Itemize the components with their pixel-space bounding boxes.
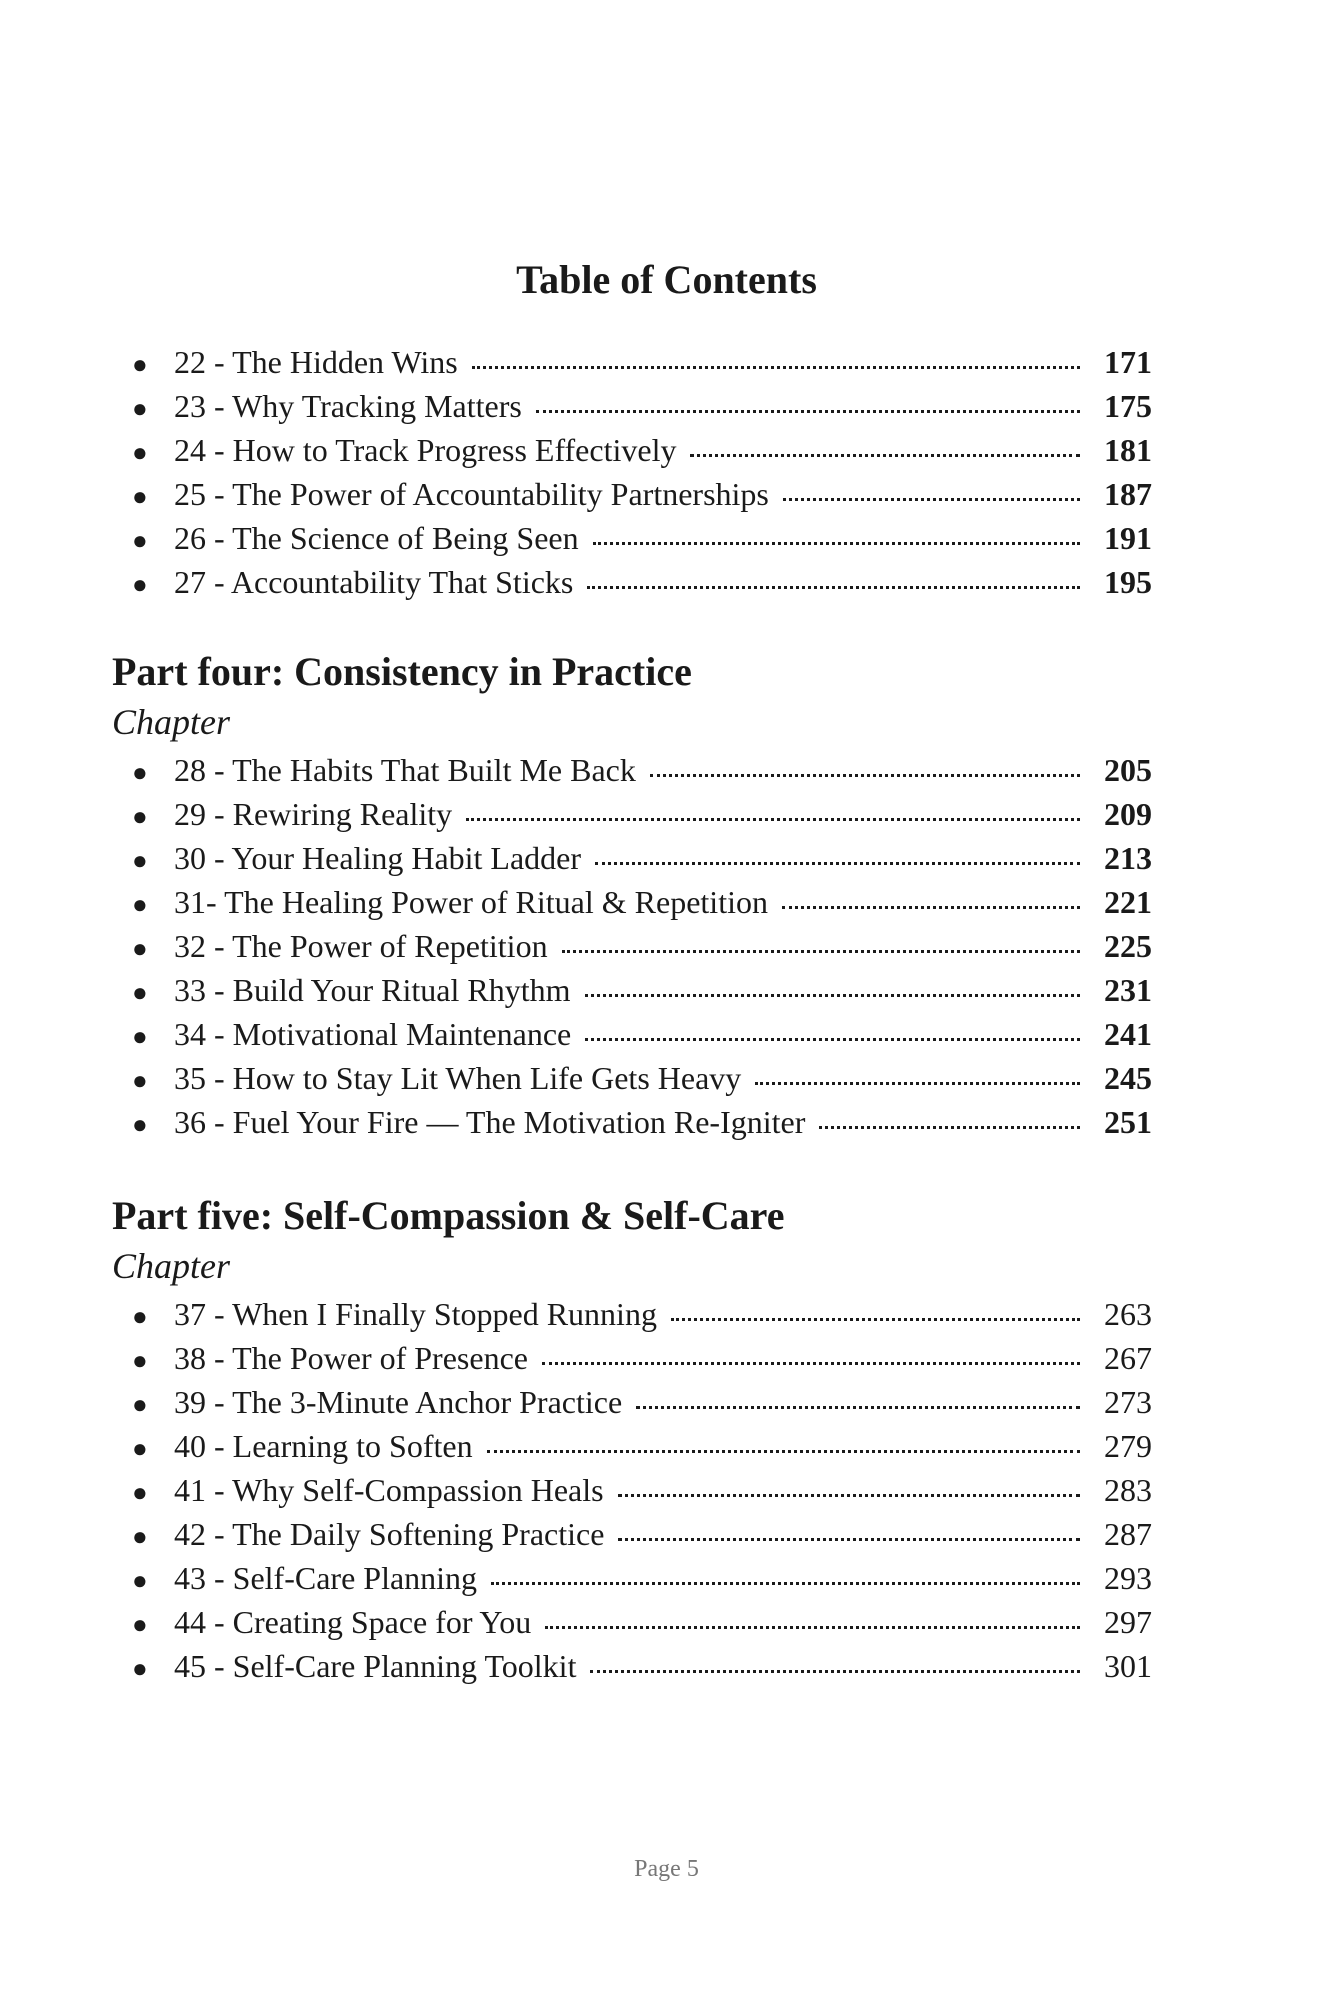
dot-leader <box>585 1038 1080 1041</box>
toc-entry-title: 44 - Creating Space for You <box>174 1604 532 1640</box>
bullet-icon: ● <box>132 1390 148 1419</box>
toc-entry[interactable] <box>112 384 1152 428</box>
toc-entry[interactable] <box>112 836 1152 880</box>
bullet-icon: ● <box>132 570 148 599</box>
toc-entry-title: 41 - Why Self-Compassion Heals <box>174 1472 604 1508</box>
toc-entry-title: 22 - The Hidden Wins <box>174 344 458 380</box>
toc-entry-page: 297 <box>1104 1604 1152 1640</box>
toc-entry[interactable] <box>112 1292 1152 1336</box>
toc-entry-page: 195 <box>1104 564 1152 600</box>
dot-leader <box>491 1582 1080 1585</box>
toc-entry-page: 273 <box>1104 1384 1152 1420</box>
dot-leader <box>618 1494 1080 1497</box>
dot-leader <box>671 1318 1080 1321</box>
dot-leader <box>690 454 1080 457</box>
toc-entry[interactable] <box>112 880 1152 924</box>
toc-entry-page: 225 <box>1104 928 1152 964</box>
page-number-footer: Page 5 <box>634 1856 699 1882</box>
toc-entry-title: 40 - Learning to Soften <box>174 1428 473 1464</box>
toc-entry-title: 36 - Fuel Your Fire — The Motivation Re-Igniter <box>174 1104 806 1140</box>
toc-entry-page: 231 <box>1104 972 1152 1008</box>
toc-entry-title: 43 - Self-Care Planning <box>174 1560 478 1596</box>
toc-entry-page: 283 <box>1104 1472 1152 1508</box>
toc-entry[interactable] <box>112 1556 1152 1600</box>
toc-entry-title: 25 - The Power of Accountability Partnerships <box>174 476 769 512</box>
toc-entry-page: 187 <box>1104 476 1152 512</box>
dot-leader <box>536 410 1080 413</box>
toc-entry-title: 39 - The 3-Minute Anchor Practice <box>174 1384 623 1420</box>
page-title: Table of Contents <box>516 257 817 302</box>
dot-leader <box>593 542 1080 545</box>
toc-list <box>112 340 1152 604</box>
toc-entry[interactable] <box>112 1336 1152 1380</box>
toc-entry-page: 245 <box>1104 1060 1152 1096</box>
bullet-icon: ● <box>132 1346 148 1375</box>
toc-entry[interactable] <box>112 340 1152 384</box>
bullet-icon: ● <box>132 758 148 787</box>
toc-entry-title: 27 - Accountability That Sticks <box>174 564 574 600</box>
toc-entry[interactable] <box>112 1424 1152 1468</box>
toc-entry-title: 29 - Rewiring Reality <box>174 796 453 832</box>
toc-entry[interactable] <box>112 1644 1152 1688</box>
toc-entry-page: 267 <box>1104 1340 1152 1376</box>
toc-entry[interactable] <box>112 1600 1152 1644</box>
bullet-icon: ● <box>132 890 148 919</box>
toc-entry[interactable] <box>112 1468 1152 1512</box>
dot-leader <box>472 366 1080 369</box>
bullet-icon: ● <box>132 1110 148 1139</box>
dot-leader <box>545 1626 1080 1629</box>
bullet-icon: ● <box>132 1022 148 1051</box>
dot-leader <box>562 950 1080 953</box>
toc-entry[interactable] <box>112 516 1152 560</box>
toc-entry-page: 213 <box>1104 840 1152 876</box>
bullet-icon: ● <box>132 1654 148 1683</box>
bullet-icon: ● <box>132 1610 148 1639</box>
dot-leader <box>783 498 1080 501</box>
dot-leader <box>782 906 1080 909</box>
toc-entry-title: 28 - The Habits That Built Me Back <box>174 752 636 788</box>
dot-leader <box>542 1362 1080 1365</box>
toc-entry-page: 175 <box>1104 388 1152 424</box>
bullet-icon: ● <box>132 978 148 1007</box>
toc-entry-page: 181 <box>1104 432 1152 468</box>
toc-entry-title: 24 - How to Track Progress Effectively <box>174 432 677 468</box>
toc-entry-title: 38 - The Power of Presence <box>174 1340 528 1376</box>
dot-leader <box>618 1538 1080 1541</box>
bullet-icon: ● <box>132 1478 148 1507</box>
bullet-icon: ● <box>132 802 148 831</box>
toc-entry-title: 26 - The Science of Being Seen <box>174 520 579 556</box>
toc-entry-title: 34 - Motivational Maintenance <box>174 1016 572 1052</box>
chapter-label: Chapter <box>112 1246 231 1286</box>
bullet-icon: ● <box>132 482 148 511</box>
toc-entry-page: 301 <box>1104 1648 1152 1684</box>
toc-entry-page: 263 <box>1104 1296 1152 1332</box>
bullet-icon: ● <box>132 846 148 875</box>
toc-entry-page: 205 <box>1104 752 1152 788</box>
toc-entry-page: 221 <box>1104 884 1152 920</box>
bullet-icon: ● <box>132 1566 148 1595</box>
toc-entry[interactable] <box>112 1380 1152 1424</box>
dot-leader <box>585 994 1081 997</box>
bullet-icon: ● <box>132 1522 148 1551</box>
bullet-icon: ● <box>132 438 148 467</box>
toc-entry-page: 287 <box>1104 1516 1152 1552</box>
toc-entry-title: 30 - Your Healing Habit Ladder <box>174 840 582 876</box>
toc-entry-page: 251 <box>1104 1104 1152 1140</box>
toc-section-continued <box>112 340 1152 604</box>
toc-entry-page: 241 <box>1104 1016 1152 1052</box>
toc-entry[interactable] <box>112 924 1152 968</box>
dot-leader <box>819 1126 1080 1129</box>
chapter-label: Chapter <box>112 702 231 742</box>
dot-leader <box>595 862 1080 865</box>
dot-leader <box>755 1082 1080 1085</box>
dot-leader <box>590 1670 1080 1673</box>
toc-entry[interactable] <box>112 1012 1152 1056</box>
bullet-icon: ● <box>132 526 148 555</box>
toc-section-part-five <box>112 1190 1152 1688</box>
dot-leader <box>587 586 1080 589</box>
toc-section-part-four <box>112 646 1152 1144</box>
toc-entry-page: 209 <box>1104 796 1152 832</box>
toc-entry-page: 171 <box>1104 344 1152 380</box>
dot-leader <box>650 774 1080 777</box>
bullet-icon: ● <box>132 1066 148 1095</box>
toc-entry[interactable] <box>112 968 1152 1012</box>
toc-entry[interactable] <box>112 1512 1152 1556</box>
toc-entry-title: 32 - The Power of Repetition <box>174 928 548 964</box>
bullet-icon: ● <box>132 934 148 963</box>
bullet-icon: ● <box>132 1302 148 1331</box>
dot-leader <box>636 1406 1080 1409</box>
part-heading: Part five: Self-Compassion & Self-Care <box>112 1193 785 1238</box>
bullet-icon: ● <box>132 350 148 379</box>
bullet-icon: ● <box>132 1434 148 1463</box>
toc-entry-title: 42 - The Daily Softening Practice <box>174 1516 605 1552</box>
toc-entry[interactable] <box>112 748 1152 792</box>
toc-entry-page: 191 <box>1104 520 1152 556</box>
toc-entry-title: 31- The Healing Power of Ritual & Repetition <box>174 884 768 920</box>
toc-entry[interactable] <box>112 560 1152 604</box>
bullet-icon: ● <box>132 394 148 423</box>
toc-entry-title: 35 - How to Stay Lit When Life Gets Heavy <box>174 1060 742 1096</box>
toc-entry[interactable] <box>112 1100 1152 1144</box>
toc-entry-page: 293 <box>1104 1560 1152 1596</box>
toc-entry-title: 33 - Build Your Ritual Rhythm <box>174 972 571 1008</box>
toc-entry-page: 279 <box>1104 1428 1152 1464</box>
toc-entry[interactable] <box>112 472 1152 516</box>
part-heading: Part four: Consistency in Practice <box>112 649 692 694</box>
toc-entry[interactable] <box>112 428 1152 472</box>
dot-leader <box>487 1450 1080 1453</box>
toc-entry-title: 37 - When I Finally Stopped Running <box>174 1296 657 1332</box>
toc-entry-title: 45 - Self-Care Planning Toolkit <box>174 1648 577 1684</box>
toc-list <box>112 1292 1152 1688</box>
toc-entry[interactable] <box>112 1056 1152 1100</box>
toc-list <box>112 748 1152 1144</box>
dot-leader <box>466 818 1080 821</box>
toc-entry-title: 23 - Why Tracking Matters <box>174 388 522 424</box>
toc-entry[interactable] <box>112 792 1152 836</box>
